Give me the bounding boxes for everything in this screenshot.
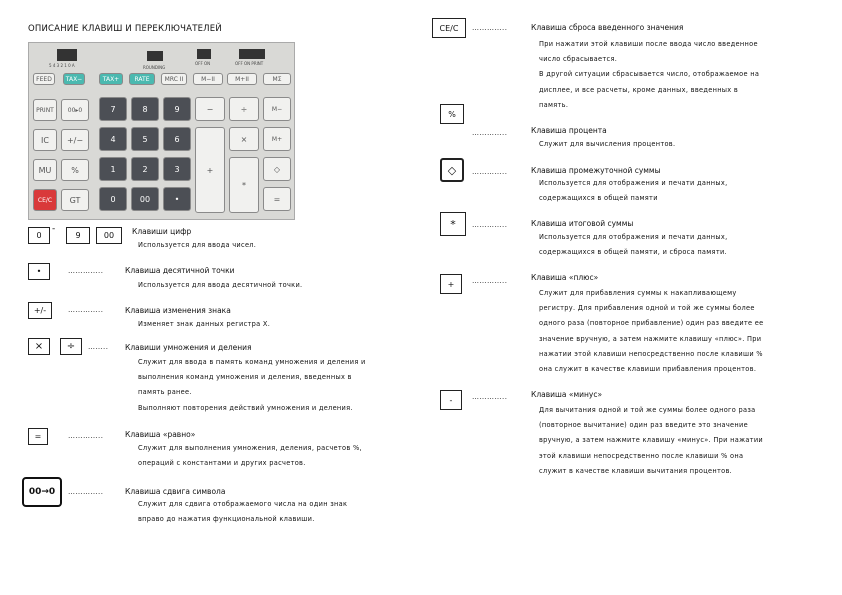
dots: ………….. xyxy=(68,488,104,496)
text-decimal: Используется для ввода десятичной точки. xyxy=(138,281,303,289)
text-plus xyxy=(539,286,815,377)
calculator-photo xyxy=(28,42,295,220)
key-m-sum: MΣ xyxy=(263,73,291,85)
key-4: 4 xyxy=(99,127,127,151)
dots: ………….. xyxy=(472,168,508,176)
key-equal: = xyxy=(263,187,291,211)
key-plus: + xyxy=(195,127,225,213)
key-percent: % xyxy=(61,159,89,181)
text-digits: Используется для ввода чисел. xyxy=(138,241,257,249)
key-8: 8 xyxy=(131,97,159,121)
key-box-ce-c: CE/C xyxy=(432,18,466,38)
key-box-decimal: • xyxy=(28,263,50,280)
text-muldiv xyxy=(138,355,412,416)
dots: ………….. xyxy=(472,277,508,285)
text-line: одного раза (повторное прибавление) один раз введите ее xyxy=(539,319,764,328)
key-7: 7 xyxy=(99,97,127,121)
text-shift xyxy=(138,497,412,527)
text-line: Используется для отображения и печати данных, xyxy=(539,179,728,187)
key-dot: • xyxy=(163,187,191,211)
switch-label-rounding: ROUNDING xyxy=(143,65,166,70)
text-line: вручную, а затем нажмите клавишу «минус». При нажатии xyxy=(539,436,763,445)
key-box-sign: +/- xyxy=(28,302,52,319)
key-tax-minus: TAX− xyxy=(63,73,85,85)
heading-ce-c: Клавиша сброса введенного значения xyxy=(531,23,684,32)
print-switch xyxy=(239,49,265,59)
key-total: * xyxy=(229,157,259,213)
key-box-multiply: × xyxy=(28,338,50,355)
switch-label-decimal: 5 4 3 2 1 0 A xyxy=(49,63,75,68)
key-mrc2: MRC II xyxy=(161,73,187,85)
key-box-percent: % xyxy=(440,104,464,124)
dash: - xyxy=(52,224,56,234)
dots: ………….. xyxy=(472,24,508,32)
heading-digits: Клавиши цифр xyxy=(132,227,192,236)
text-line: операций с константами и других расчетов. xyxy=(138,459,306,468)
key-print: PRINT xyxy=(33,99,57,121)
text-line: память. xyxy=(539,100,569,109)
heading-total: Клавиша итоговой суммы xyxy=(531,219,634,228)
key-gt: GT xyxy=(61,189,89,211)
text-line: этой клавиши непосредственно после клавиши % она xyxy=(539,451,744,460)
text-line: вправо до нажатия функциональной клавиши. xyxy=(138,515,315,524)
dots: ………….. xyxy=(68,267,104,275)
dots: ………….. xyxy=(472,129,508,137)
key-box-9: 9 xyxy=(66,227,90,244)
text-line: Служит для выполнения умножения, деления, расчетов %, xyxy=(138,444,362,452)
key-m-minus2: M−II xyxy=(193,73,223,85)
key-0: 0 xyxy=(99,187,127,211)
key-box-plus: + xyxy=(440,274,462,294)
key-multiply: × xyxy=(229,127,259,151)
text-percent: Служит для вычисления процентов. xyxy=(539,140,676,148)
rounding-switch xyxy=(147,51,163,61)
key-5: 5 xyxy=(131,127,159,151)
text-line: служит в качестве клавиши вычитания процентов. xyxy=(539,466,733,475)
text-line: Служит для сдвига отображаемого числа на один знак xyxy=(138,500,348,508)
text-total xyxy=(539,230,815,260)
text-line: память ранее. xyxy=(138,388,192,397)
key-subtotal: ◇ xyxy=(263,157,291,181)
decimal-switch xyxy=(57,49,77,61)
text-line: содержащихся в общей памяти, и сброса памяти. xyxy=(539,248,727,257)
key-3: 3 xyxy=(163,157,191,181)
text-line: значение вручную, а затем нажмите клавишу «плюс». При xyxy=(539,334,762,343)
text-line: Служит для ввода в память команд умножения и деления и xyxy=(138,358,366,366)
key-m-plus2: M+II xyxy=(227,73,257,85)
key-rate: RATE xyxy=(129,73,155,85)
heading-shift: Клавиша сдвига символа xyxy=(125,487,226,496)
heading-plus: Клавиша «плюс» xyxy=(531,273,599,282)
key-ce-c: CE/C xyxy=(33,189,57,211)
text-line: она служит в качестве клавиши прибавления процентов. xyxy=(539,365,757,374)
key-mu: MU xyxy=(33,159,57,181)
text-line: (повторное вычитание) один раз введите это значение xyxy=(539,421,748,430)
key-1: 1 xyxy=(99,157,127,181)
text-line: нажатии этой клавиши непосредственно после клавиши % xyxy=(539,349,763,358)
heading-percent: Клавиша процента xyxy=(531,126,607,135)
key-00: 00 xyxy=(131,187,159,211)
heading-sign: Клавиша изменения знака xyxy=(125,306,231,315)
key-feed: FEED xyxy=(33,73,55,85)
text-line: При нажатии этой клавиши после ввода число введенное xyxy=(539,40,758,48)
text-line: Служит для прибавления суммы к накапливающему xyxy=(539,289,737,297)
heading-equals: Клавиша «равно» xyxy=(125,430,196,439)
key-box-shift: 00→0 xyxy=(22,477,62,507)
switch-label-print: OFF ON PRINT xyxy=(235,61,264,66)
switch-label-power: OFF ON xyxy=(195,61,211,66)
text-line: Выполняют повторения действий умножения и деления. xyxy=(138,403,353,412)
heading-decimal: Клавиша десятичной точки xyxy=(125,266,235,275)
key-box-total: * xyxy=(440,212,466,236)
text-line: регистру. Для прибавления одной и той же суммы более xyxy=(539,304,755,313)
power-switch xyxy=(197,49,211,59)
key-box-00: 00 xyxy=(96,227,122,244)
key-m-minus: M− xyxy=(263,97,291,121)
key-2: 2 xyxy=(131,157,159,181)
text-line: Используется для отображения и печати данных, xyxy=(539,233,728,241)
key-m-plus: M+ xyxy=(263,127,291,151)
text-line: число сбрасывается. xyxy=(539,55,618,64)
text-subtotal xyxy=(539,176,815,206)
key-box-subtotal: ◇ xyxy=(440,158,464,182)
text-line: дисплее, и все расчеты, кроме данных, введенных в xyxy=(539,85,739,94)
key-box-divide: ÷ xyxy=(60,338,82,355)
key-9: 9 xyxy=(163,97,191,121)
text-equals xyxy=(138,441,412,471)
dots: ………….. xyxy=(68,306,104,314)
dots: ………….. xyxy=(472,393,508,401)
key-6: 6 xyxy=(163,127,191,151)
key-box-equals: = xyxy=(28,428,48,445)
key-divide: ÷ xyxy=(229,97,259,121)
key-tax-plus: TAX+ xyxy=(99,73,123,85)
text-line: В другой ситуации сбрасывается число, отображаемое на xyxy=(539,70,760,79)
key-plus-minus: +/− xyxy=(61,129,89,151)
key-ic: IC xyxy=(33,129,57,151)
text-ce-c xyxy=(539,37,815,113)
key-minus: − xyxy=(195,97,225,121)
dots: ………….. xyxy=(68,432,104,440)
text-line: содержащихся в общей памяти xyxy=(539,194,658,203)
dots: ………….. xyxy=(472,221,508,229)
key-shift: 00▸0 xyxy=(61,99,89,121)
key-box-0: 0 xyxy=(28,227,50,244)
text-minus xyxy=(539,403,815,479)
heading-subtotal: Клавиша промежуточной суммы xyxy=(531,166,661,175)
dots: …….. xyxy=(88,343,109,351)
heading-minus: Клавиша «минус» xyxy=(531,390,603,399)
page-title: ОПИСАНИЕ КЛАВИШ И ПЕРЕКЛЮЧАТЕЛЕЙ xyxy=(28,24,222,34)
key-box-minus: - xyxy=(440,390,462,410)
text-sign: Изменяет знак данных регистра X. xyxy=(138,320,271,328)
text-line: Для вычитания одной и той же суммы более одного раза xyxy=(539,406,756,414)
heading-muldiv: Клавиши умножения и деления xyxy=(125,343,252,352)
text-line: выполнения команд умножения и деления, введенных в xyxy=(138,373,352,382)
